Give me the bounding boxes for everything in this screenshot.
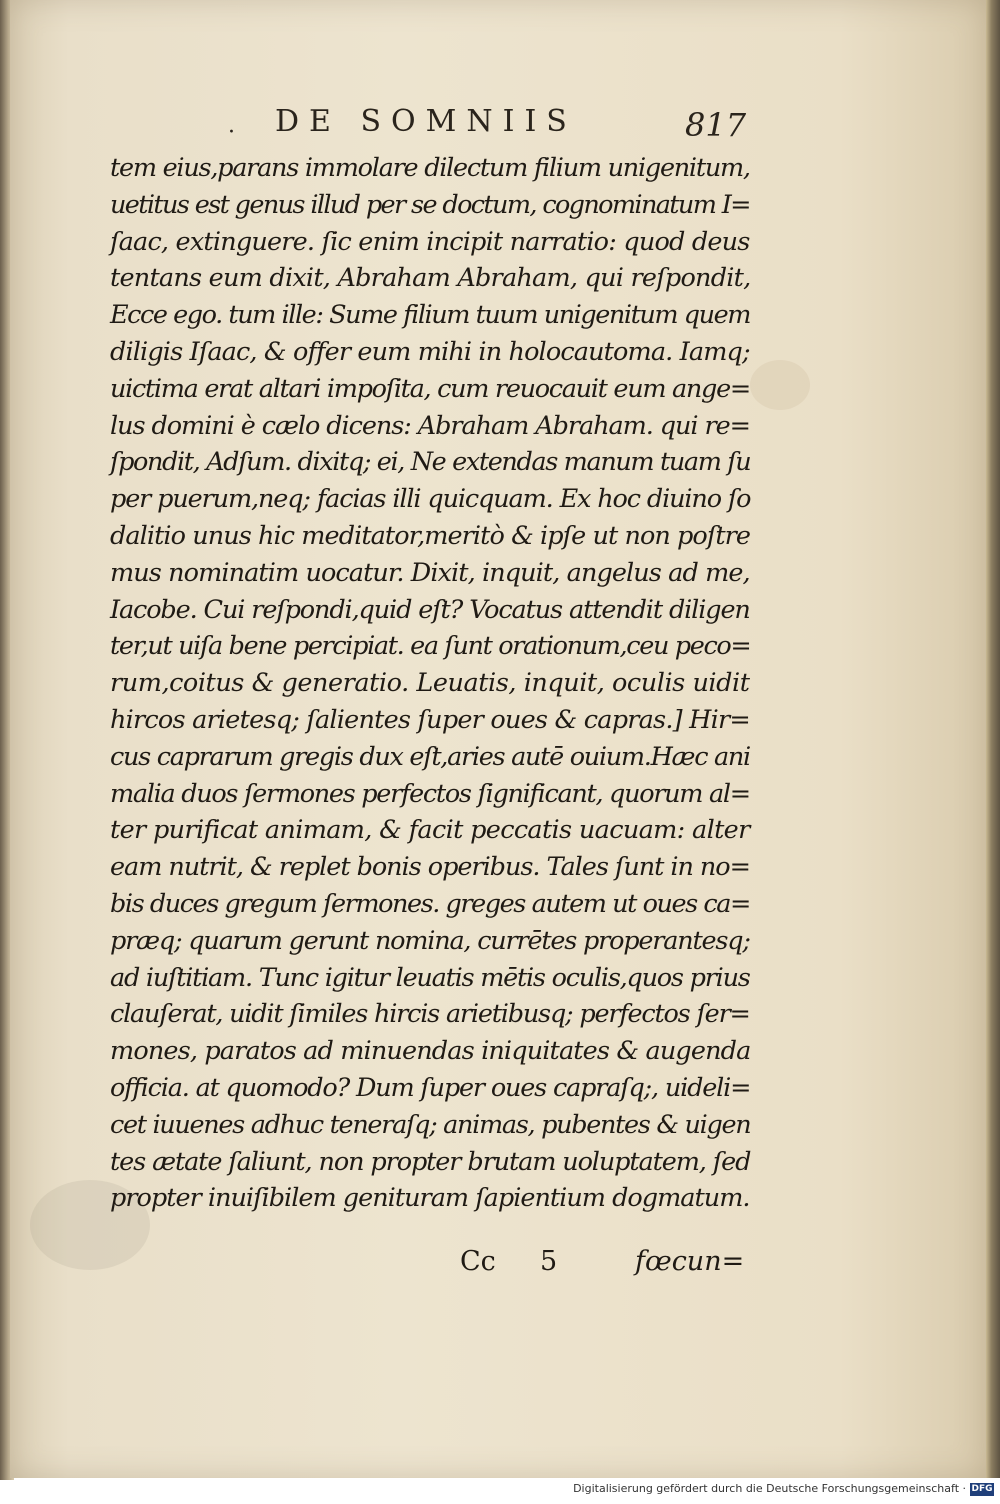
text-line: ſaac, extinguere. ſic enim incipit narratio: quod deus — [110, 226, 750, 257]
paper-stain — [750, 360, 810, 410]
text-line: rum,coitus & generatio. Leuatis, inquit, oculis uidit — [110, 668, 750, 699]
text-line: ter,ut uiſa bene percipiat. ea ſunt orationum,ceu peco= — [110, 631, 751, 662]
page-header — [180, 104, 760, 144]
dfg-logo: DFG — [971, 1484, 993, 1494]
body-text — [110, 150, 750, 1217]
text-line: malia duos ſermones perfectos ſignificant, quorum al= — [110, 778, 750, 809]
text-line: propter inuiſibilem genituram ſapientium dogmatum. — [110, 1183, 750, 1214]
page-edge — [986, 0, 1000, 1478]
text-line: tem eius,parans immolare dilectum filium unigenitum, — [110, 153, 750, 183]
catchword: fœcun= — [635, 1246, 745, 1277]
text-line: Ecce ego. tum ille: Sume filium tuum unigenitum quem — [110, 300, 750, 331]
text-line: cus caprarum gregis dux eſt,aries autē ouium.Hæc ani — [110, 741, 750, 772]
text-line: hircos arietesq; ſalientes ſuper oues & capras.] Hir= — [110, 704, 750, 735]
text-line: mones, paratos ad minuendas iniquitates & augenda — [110, 1036, 751, 1067]
text-line: ad iuſtitiam. Tunc igitur leuatis mētis oculis,quos prius — [110, 962, 750, 993]
text-line: tentans eum dixit, Abraham Abraham, qui reſpondit, — [110, 263, 751, 294]
text-line: uetitus est genus illud per se doctum, cognominatum I= — [110, 189, 750, 220]
page-number: 817 — [685, 106, 747, 144]
signature-number: 5 — [540, 1246, 558, 1277]
text-line: cet iuuenes adhuc teneraſq; animas, pubentes & uigen — [110, 1109, 751, 1140]
signature-mark: Cc — [460, 1246, 496, 1277]
text-line: Iacobe. Cui reſpondi,quid eſt? Vocatus attendit diligen — [110, 594, 750, 625]
text-line: lus domini è cælo dicens: Abraham Abraham. qui re= — [110, 410, 750, 441]
text-line: ter purificat animam, & facit peccatis uacuam: alter — [110, 815, 750, 846]
text-line: mus nominatim uocatur. Dixit, inquit, angelus ad me, — [110, 557, 750, 588]
catchline — [460, 1246, 760, 1282]
text-line: clauſerat, uidit ſimiles hircis arietibusq; perfectos ſer= — [110, 999, 750, 1030]
text-line: uictima erat altari impoſita, cum reuocauit eum ange= — [110, 373, 750, 404]
text-line: præq; quarum gerunt nomina, currētes properantesq; — [110, 925, 750, 956]
text-line: diligis Iſaac, & offer eum mihi in holocautoma. Iamq; — [110, 336, 750, 367]
funding-credit: Digitalisierung gefördert durch die Deutsche Forschungsgemeinschaft · — [573, 1482, 966, 1495]
text-line: officia. at quomodo? Dum ſuper oues capraſq;, uideli= — [110, 1072, 751, 1103]
text-line: ſpondit, Adſum. dixitq; ei, Ne extendas manum tuam ſu — [110, 447, 751, 478]
text-line: per puerum,neq; facias illi quicquam. Ex hoc diuino ſo — [110, 484, 751, 515]
text-line: bis duces gregum ſermones. greges autem ut oues ca= — [110, 888, 750, 919]
text-line: eam nutrit, & replet bonis operibus. Tales ſunt in no= — [110, 852, 750, 883]
text-line: tes ætate ſaliunt, non propter brutam uoluptatem, ſed — [110, 1146, 751, 1177]
text-line: dalitio unus hic meditator,meritò & ipſe ut non poſtre — [110, 520, 751, 551]
running-head: DE SOMNIIS — [275, 104, 577, 139]
header-ornament: · — [228, 120, 235, 145]
